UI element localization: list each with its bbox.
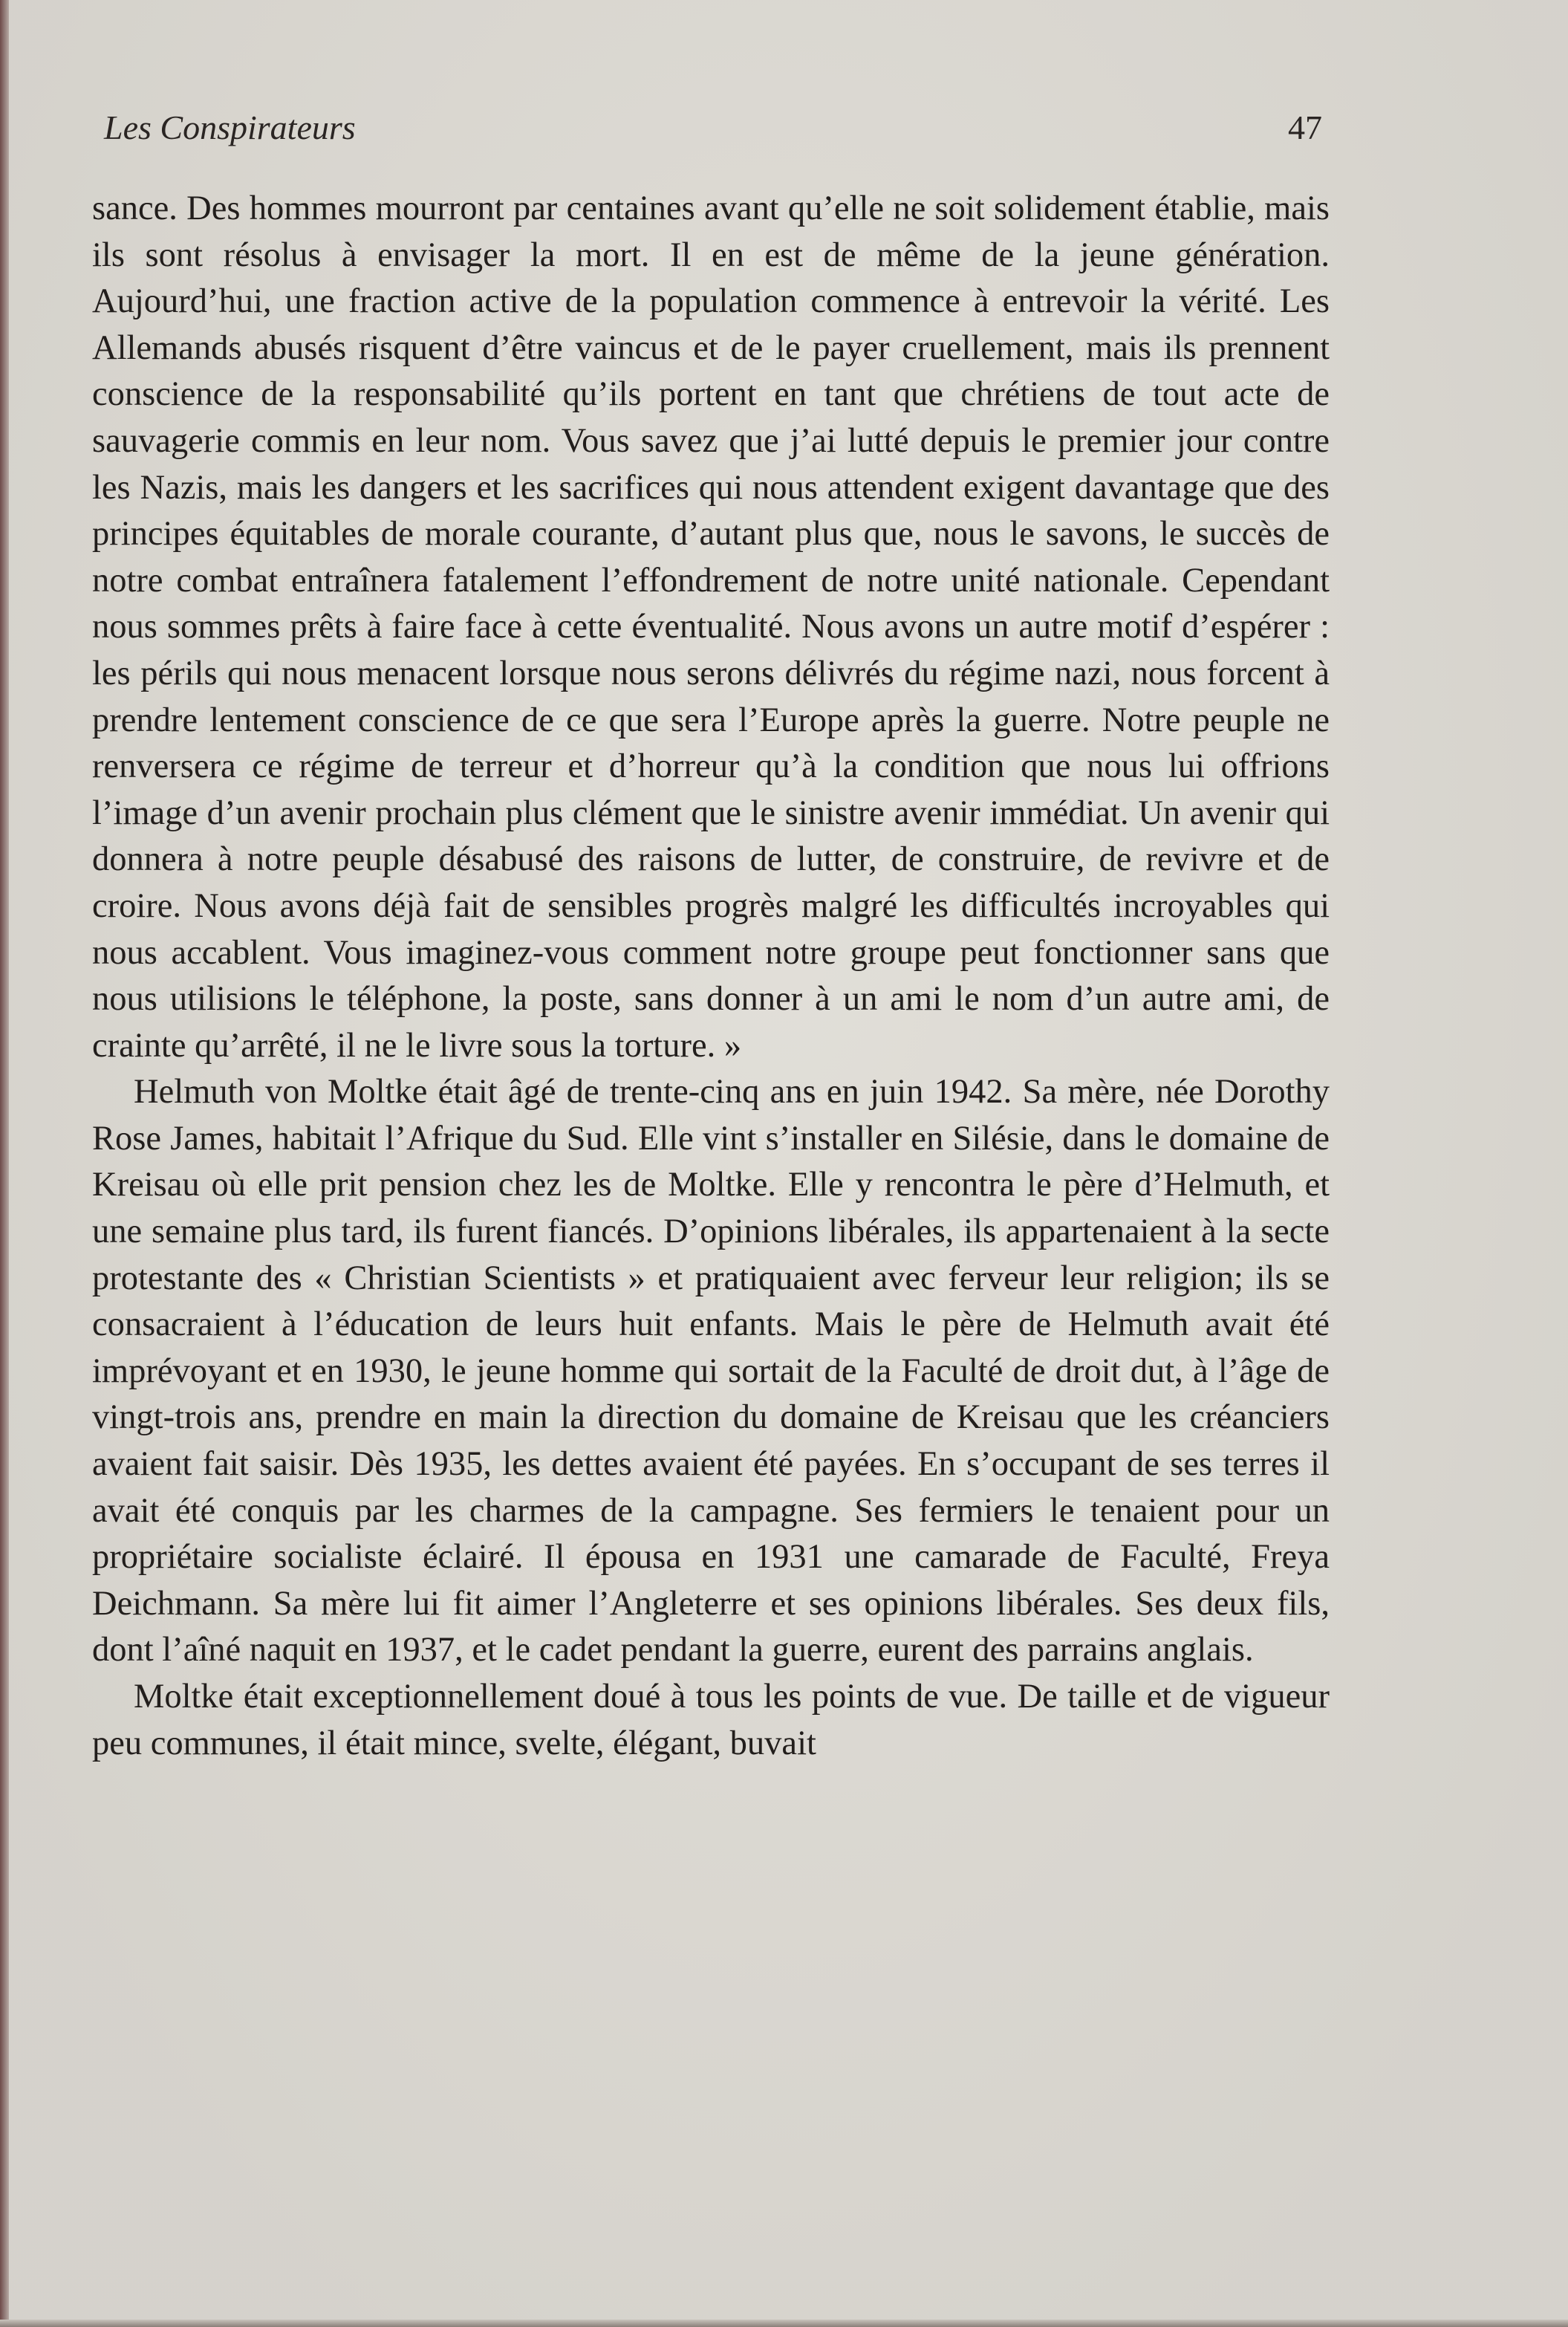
page-number: 47 [1288,108,1322,146]
running-header [104,108,1322,160]
page-edge-shadow [0,0,9,2327]
paragraph-continuation: sance. Des hommes mourront par centaines avant qu’elle ne soit solidement établie, mais ils sont résolus à envisager la mort. Il en est de même de la jeune génération. Aujourd’hui, une fraction active de la population commence à entrevoir la vérité. Les Allemands abusés risquent d’être vaincus et de le payer cruellement, mais ils prennent conscience de la responsabilité qu’ils portent en tant que chrétiens de tout acte de sauvagerie commis en leur nom. Vous savez que j’ai lutté depuis le premier jour contre les Nazis, mais les dangers et les sacrifices qui nous attendent exigent davantage que des principes équitables de morale courante, d’autant plus que, nous le savons, le succès de notre combat entraînera fatalement l’effondrement de notre unité nationale. Cependant nous sommes prêts à faire face à cette éventualité. Nous avons un autre motif d’espérer : les périls qui nous menacent lorsque nous serons délivrés du régime nazi, nous forcent à prendre lentement conscience de ce que sera l’Europe après la guerre. Notre peuple ne renversera ce régime de terreur et d’horreur qu’à la condition que nous lui offrions l’image d’un avenir prochain plus clément que le sinistre avenir immédiat. Un avenir qui donnera à notre peuple désabusé des raisons de lutter, de construire, de revivre et de croire. Nous avons déjà fait de sensibles progrès malgré les difficultés incroyables qui nous accablent. Vous imaginez-vous comment notre groupe peut fonctionner sans que nous utilisions le téléphone, la poste, sans donner à un ami le nom d’un autre ami, de crainte qu’arrêté, il ne le livre sous la torture. » [92,189,1330,1065]
paragraph-moltke-biography: Helmuth von Moltke était âgé de trente-cinq ans en juin 1942. Sa mère, née Dorothy Rose James, habitait l’Afrique du Sud. Elle vint s’installer en Silésie, dans le domaine de Kreisau où elle prit pension chez les de Moltke. Elle y rencontra le père d’Helmuth, et une semaine plus tard, ils furent fiancés. D’opinions libérales, ils appartenaient à la secte protestante des « Christian Scientists » et pratiquaient avec ferveur leur religion; ils se consacraient à l’éducation de leurs huit enfants. Mais le père de Helmuth avait été imprévoyant et en 1930, le jeune homme qui sortait de la Faculté de droit dut, à l’âge de vingt-trois ans, prendre en main la direction du domaine de Kreisau que les créanciers avaient fait saisir. Dès 1935, les dettes avaient été payées. En s’occupant de ses terres il avait été conquis par les charmes de la campagne. Ses fermiers le tenaient pour un propriétaire socialiste éclairé. Il épousa en 1931 une camarade de Faculté, Freya Deichmann. Sa mère lui fit aimer l’Angleterre et ses opinions libérales. Ses deux fils, dont l’aîné naquit en 1937, et le cadet pendant la guerre, eurent des parrains anglais. [92,1073,1330,1669]
paragraph-moltke-description: Moltke était exceptionnellement doué à tous les points de vue. De taille et de vigueur peu communes, il était mince, svelte, élégant, buvait [92,1678,1330,1762]
running-title: Les Conspirateurs [104,108,356,146]
page-bottom-edge [0,2320,1568,2327]
body-text [92,186,1330,1767]
